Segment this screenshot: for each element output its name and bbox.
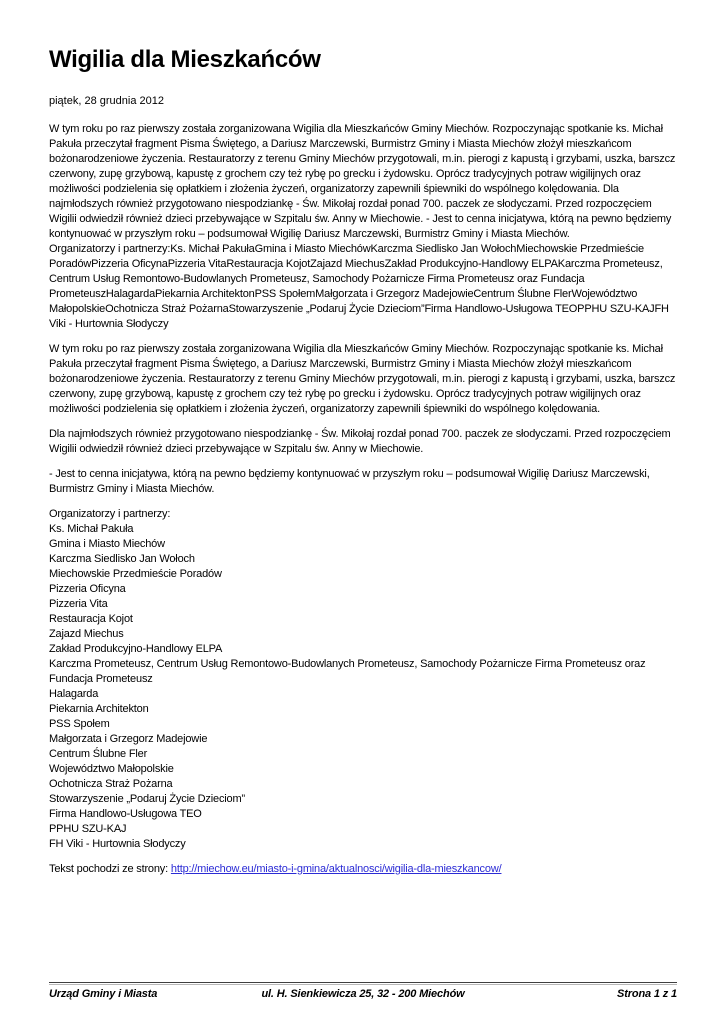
partner-item: Restauracja Kojot — [49, 613, 133, 625]
source-line — [49, 862, 677, 877]
partner-item: Pizzeria Vita — [49, 598, 108, 610]
page-title: Wigilia dla Mieszkańców — [49, 46, 321, 73]
date-line: piątek, 28 grudnia 2012 — [49, 95, 164, 107]
partner-item: Karczma Prometeusz, Centrum Usług Remontowo-Budowlanych Prometeusz, Samochody Pożarnicze Firma Prometeusz oraz Fundacja Prometeusz — [49, 658, 646, 685]
lead-paragraph-text: W tym roku po raz pierwszy została zorganizowana Wigilia dla Mieszkańców Gminy Miechów. Rozpoczynając spotkanie ks. Michał Pakuła przeczytał fragment Pisma Świętego, a Dariusz Marczewski, Burmistrz Gminy i Miasta Miechów złożył mieszkańcom bożonarodzeniowe życzenia. Restauratorzy z terenu Gminy Miechów przygotowali, m.in. pierogi z kapustą i grzybami, uszka, barszcz czerwony, zupę grzybową, kapustę z grochem czy też rybę po grecku i żydowsku. Oprócz tradycyjnych potraw wigilijnych oraz możliwości podzielenia się opłatkiem i złożenia życzeń, organizatorzy zapewnili śpiewniki do wspólnego kolędowania. Dla najmłodszych również przygotowano niespodziankę - Św. Mikołaj rozdał ponad 700. paczek ze słodyczami. Przed rozpoczęciem Wigilii odwiedził również dzieci przebywające w Szpitalu św. Anny w Miechowie. - Jest to cenna inicjatywa, którą na pewno będziemy kontynuować w przyszłym roku – podsumował Wigilię Dariusz Marczewski, Burmistrz Gminy i Miasta Miechów. — [49, 123, 676, 240]
partner-item: Ochotnicza Straż Pożarna — [49, 778, 173, 790]
partner-item: Centrum Ślubne Fler — [49, 748, 148, 760]
source-link[interactable]: http://miechow.eu/miasto-i-gmina/aktualnosci/wigilia-dla-mieszkancow/ — [170, 863, 502, 875]
santa-paragraph: Dla najmłodszych również przygotowano niespodziankę - Św. Mikołaj rozdał ponad 700. paczek ze słodyczami. Przed rozpoczęciem Wigilii odwiedził również dzieci przebywające w Szpitalu św. Anny w Miechowie. — [49, 428, 671, 455]
lead-organizers-runon: Organizatorzy i partnerzy:Ks. Michał PakułaGmina i Miasto MiechówKarczma Siedlisko Jan WołochMiechowskie Przedmieście PoradówPizzeria OficynaPizzeria VitaRestauracja KojotZajazd MiechusZakład Produkcyjno-Handlowy ELPAKarczma Prometeusz, Centrum Usług Remontowo-Budowlanych Prometeusz, Samochody Pożarnicze Firma Prometeusz oraz Fundacja PrometeuszHalagardaPiekarnia ArchitektonPSS SpołemMałgorzata i Grzegorz MadejowieCentrum Ślubne FlerWojewództwo MałopolskieOchotnicza Straż PożarnaStowarzyszenie „Podaruj Życie Dzieciom”Firma Handlowo-Usługowa TEOPPHU SZU-KAJFH Viki - Hurtownia Słodyczy — [49, 243, 669, 330]
partner-item: FH Viki - Hurtownia Słodyczy — [49, 838, 186, 850]
partner-item: Zajazd Miechus — [49, 628, 124, 640]
partner-item: Ks. Michał Pakuła — [49, 523, 134, 535]
partner-item: Karczma Siedlisko Jan Wołoch — [49, 553, 195, 565]
partner-item: Pizzeria Oficyna — [49, 583, 126, 595]
partner-item: Gmina i Miasto Miechów — [49, 538, 165, 550]
partner-item: Województwo Małopolskie — [49, 763, 174, 775]
footer-row — [49, 988, 677, 1000]
lead-paragraph — [49, 122, 677, 332]
footer-page-number: Strona 1 z 1 — [617, 988, 677, 1000]
footer-address: ul. H. Sienkiewicza 25, 32 - 200 Miechów — [261, 988, 465, 1000]
partner-item: PPHU SZU-KAJ — [49, 823, 127, 835]
source-label: Tekst pochodzi ze strony: — [49, 863, 169, 875]
footer-office-name: Urząd Gminy i Miasta — [49, 988, 158, 1000]
partner-item: Zakład Produkcyjno-Handlowy ELPA — [49, 643, 223, 655]
partner-item: Stowarzyszenie „Podaruj Życie Dzieciom” — [49, 793, 245, 805]
partner-item: Firma Handlowo-Usługowa TEO — [49, 808, 202, 820]
partners-heading: Organizatorzy i partnerzy: — [49, 508, 171, 520]
footer-divider — [49, 982, 677, 985]
partner-item: Halagarda — [49, 688, 99, 700]
partners-list — [49, 507, 677, 852]
page-footer — [49, 982, 677, 1000]
partner-item: Miechowskie Przedmieście Poradów — [49, 568, 222, 580]
quote-paragraph: - Jest to cenna inicjatywa, którą na pewno będziemy kontynuować w przyszłym roku – podsumował Wigilię Dariusz Marczewski, Burmistrz Gminy i Miasta Miechów. — [49, 468, 650, 495]
partner-item: Małgorzata i Grzegorz Madejowie — [49, 733, 208, 745]
partner-item: Piekarnia Architekton — [49, 703, 149, 715]
partner-item: PSS Społem — [49, 718, 110, 730]
body-paragraph: W tym roku po raz pierwszy została zorganizowana Wigilia dla Mieszkańców Gminy Miechów. Rozpoczynając spotkanie ks. Michał Pakuła przeczytał fragment Pisma Świętego, a Dariusz Marczewski, Burmistrz Gminy i Miasta Miechów złożył mieszkańcom bożonarodzeniowe życzenia. Restauratorzy z terenu Gminy Miechów przygotowali, m.in. pierogi z kapustą i grzybami, uszka, barszcz czerwony, zupę grzybową, kapustę z grochem czy też rybę po grecku i żydowsku. Oprócz tradycyjnych potraw wigilijnych oraz możliwości podzielenia się opłatkiem i złożenia życzeń, organizatorzy zapewnili śpiewniki do wspólnego kolędowania. — [49, 343, 676, 415]
